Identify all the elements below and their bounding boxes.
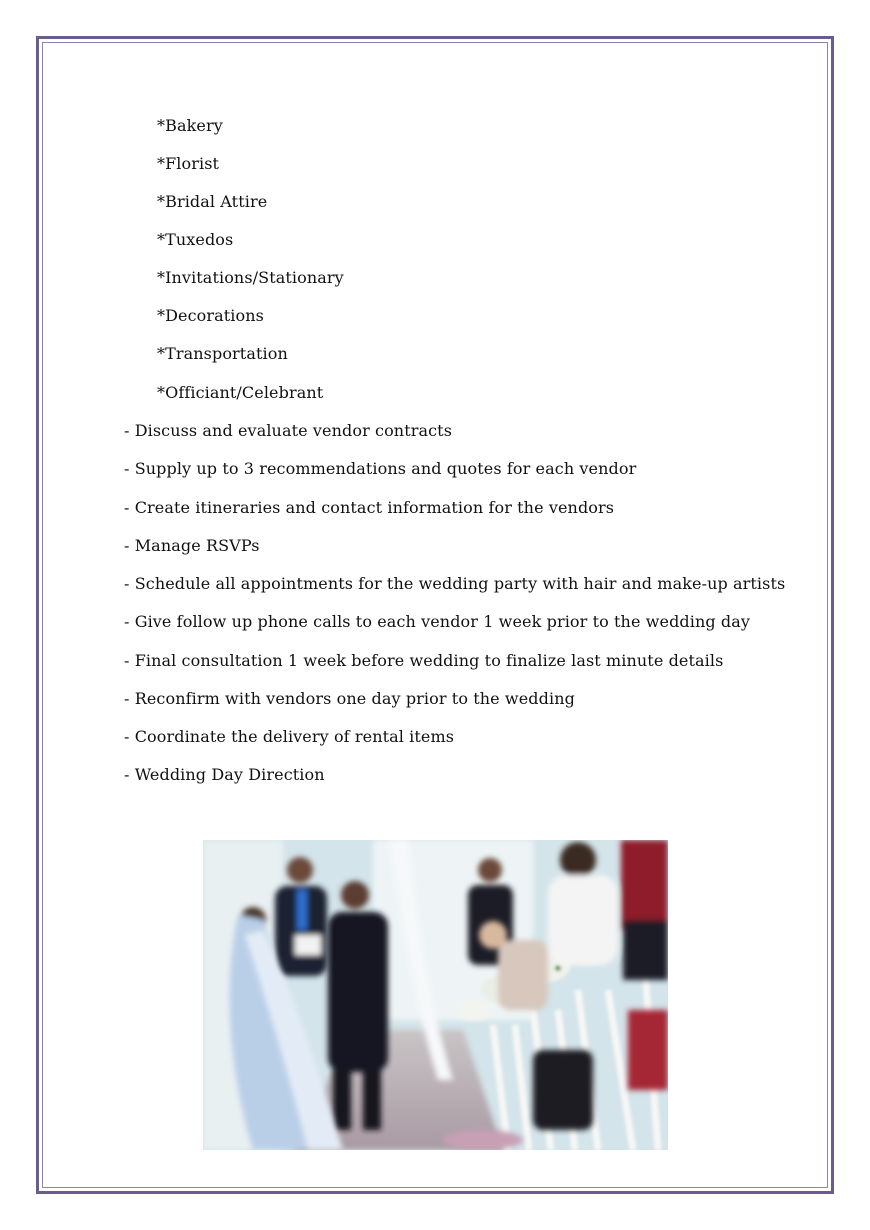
wedding-ceremony-photo bbox=[203, 840, 668, 1150]
service-item: - Wedding Day Direction bbox=[124, 765, 325, 784]
service-item: - Schedule all appointments for the wedding party with hair and make-up artists bbox=[124, 574, 786, 593]
vendor-item-invitations: *Invitations/Stationary bbox=[157, 268, 344, 287]
service-item: - Supply up to 3 recommendations and quotes for each vendor bbox=[124, 459, 637, 478]
service-item: - Coordinate the delivery of rental items bbox=[124, 727, 455, 746]
vendor-item-bridal-attire: *Bridal Attire bbox=[157, 192, 268, 211]
vendor-item-officiant: *Officiant/Celebrant bbox=[157, 383, 324, 402]
vendor-item-decorations: *Decorations bbox=[157, 306, 264, 325]
service-item: - Give follow up phone calls to each vendor 1 week prior to the wedding day bbox=[124, 612, 751, 631]
service-item: - Create itineraries and contact information for the vendors bbox=[124, 498, 615, 517]
vendor-item-tuxedos: *Tuxedos bbox=[157, 230, 234, 249]
vendor-item-bakery: *Bakery bbox=[157, 116, 223, 135]
wedding-photo-illustration bbox=[203, 840, 668, 1150]
service-item: - Final consultation 1 week before wedding to finalize last minute details bbox=[124, 651, 724, 670]
vendor-item-florist: *Florist bbox=[157, 154, 220, 173]
service-item: - Reconfirm with vendors one day prior to the wedding bbox=[124, 689, 575, 708]
service-item: - Discuss and evaluate vendor contracts bbox=[124, 421, 453, 440]
service-item: - Manage RSVPs bbox=[124, 536, 260, 555]
vendor-item-transportation: *Transportation bbox=[157, 344, 288, 363]
